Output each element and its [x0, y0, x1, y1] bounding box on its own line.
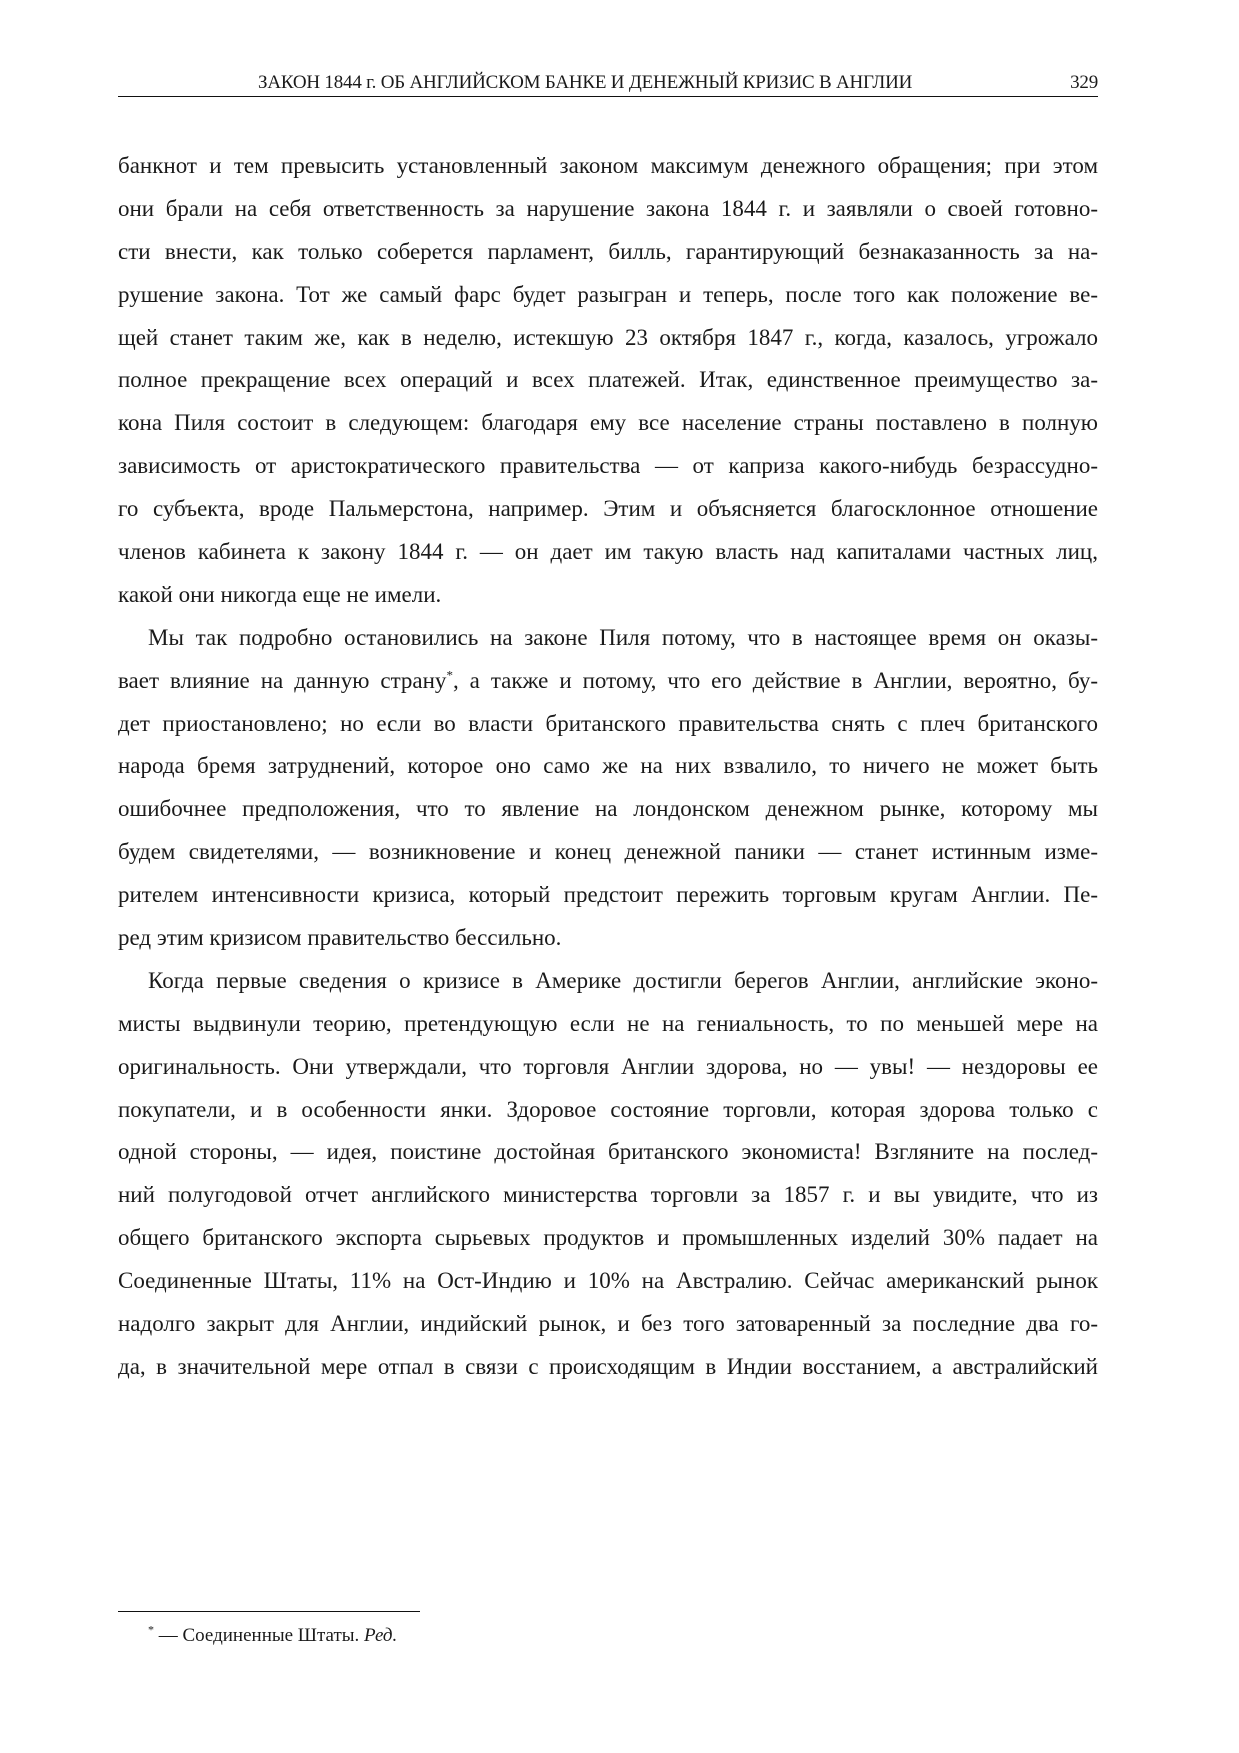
text-line: общего британского экспорта сырьевых продуктов и промышленных изделий 30% падает на	[118, 1225, 1098, 1251]
footnote	[148, 1623, 397, 1649]
text-segment: , а также и потому, что его действие в Англии, вероятно, бу-	[452, 667, 1098, 693]
text-line: будем свидетелями, — возникновение и конец денежной паники — станет истинным изме-	[118, 839, 1098, 865]
footnote-divider	[118, 1611, 420, 1612]
text-line: ред этим кризисом правительство бессильно.	[118, 925, 562, 951]
footnote-marker: *	[148, 1622, 154, 1637]
footnote-editor-mark: Ред.	[364, 1625, 398, 1646]
footnote-reference: *	[446, 667, 453, 683]
text-line: сти внести, как только соберется парламент, билль, гарантирующий безнаказанность за на-	[118, 238, 1098, 264]
text-line: зависимость от аристократического правительства — от каприза какого-нибудь безрассудно-	[118, 453, 1098, 479]
text-segment: вает влияние на данную страну	[118, 667, 447, 693]
footnote-text: — Соединенные Штаты.	[154, 1625, 365, 1646]
text-line: го субъекта, вроде Пальмерстона, например. Этим и объясняется благосклонное отношение	[118, 496, 1098, 522]
text-line: щей станет таким же, как в неделю, истекшую 23 октября 1847 г., когда, казалось, угрожало	[118, 324, 1098, 350]
text-line: мисты выдвинули теорию, претендующую если не на гениальность, то по меньшей мере на	[118, 1010, 1098, 1036]
text-line: дет приостановлено; но если во власти британского правительства снять с плеч британского	[118, 710, 1098, 736]
text-line-with-footnote	[118, 660, 1098, 703]
running-header	[118, 70, 1098, 97]
text-line: рушение закона. Тот же самый фарс будет разыгран и теперь, после того как положение ве-	[118, 281, 1098, 307]
body-text	[118, 145, 1098, 1389]
text-line: Мы так подробно остановились на законе Пиля потому, что в настоящее время он оказы-	[148, 624, 1098, 650]
header-title: ЗАКОН 1844 г. ОБ АНГЛИЙСКОМ БАНКЕ И ДЕНЕЖНЫЙ КРИЗИС В АНГЛИИ	[258, 72, 913, 93]
text-line: одной стороны, — идея, поистине достойная британского экономиста! Взгляните на послед-	[118, 1139, 1098, 1165]
text-line: народа бремя затруднений, которое оно само же на них взвалило, то ничего не может быть	[118, 753, 1098, 779]
text-line: кона Пиля состоит в следующем: благодаря ему все население страны поставлено в полную	[118, 410, 1098, 436]
text-line: членов кабинета к закону 1844 г. — он дает им такую власть над капиталами частных лиц,	[118, 539, 1098, 565]
text-line: они брали на себя ответственность за нарушение закона 1844 г. и заявляли о своей готовно-	[118, 195, 1098, 221]
text-line: надолго закрыт для Англии, индийский рынок, и без того затоваренный за последние два го-	[118, 1311, 1098, 1337]
text-line: ний полугодовой отчет английского министерства торговли за 1857 г. и вы увидите, что из	[118, 1182, 1098, 1208]
text-line: полное прекращение всех операций и всех платежей. Итак, единственное преимущество за-	[118, 367, 1098, 393]
text-line: да, в значительной мере отпал в связи с происходящим в Индии восстанием, а австралийский	[118, 1353, 1098, 1379]
page-number: 329	[1070, 72, 1098, 93]
text-line: Соединенные Штаты, 11% на Ост-Индию и 10% на Австралию. Сейчас американский рынок	[118, 1268, 1098, 1294]
text-line: покупатели, и в особенности янки. Здоровое состояние торговли, которая здорова только с	[118, 1096, 1098, 1122]
text-line: банкнот и тем превысить установленный законом максимум денежного обращения; при этом	[118, 153, 1098, 178]
text-line: Когда первые сведения о кризисе в Америке достигли берегов Англии, английские эконо-	[148, 967, 1098, 993]
text-line: оригинальность. Они утверждали, что торговля Англии здорова, но — увы! — нездоровы ее	[118, 1053, 1098, 1079]
text-line: какой они никогда еще не имели.	[118, 581, 442, 607]
text-line: рителем интенсивности кризиса, который предстоит пережить торговым кругам Англии. Пе-	[118, 882, 1098, 908]
text-line: ошибочнее предположения, что то явление на лондонском денежном рынке, которому мы	[118, 796, 1098, 822]
